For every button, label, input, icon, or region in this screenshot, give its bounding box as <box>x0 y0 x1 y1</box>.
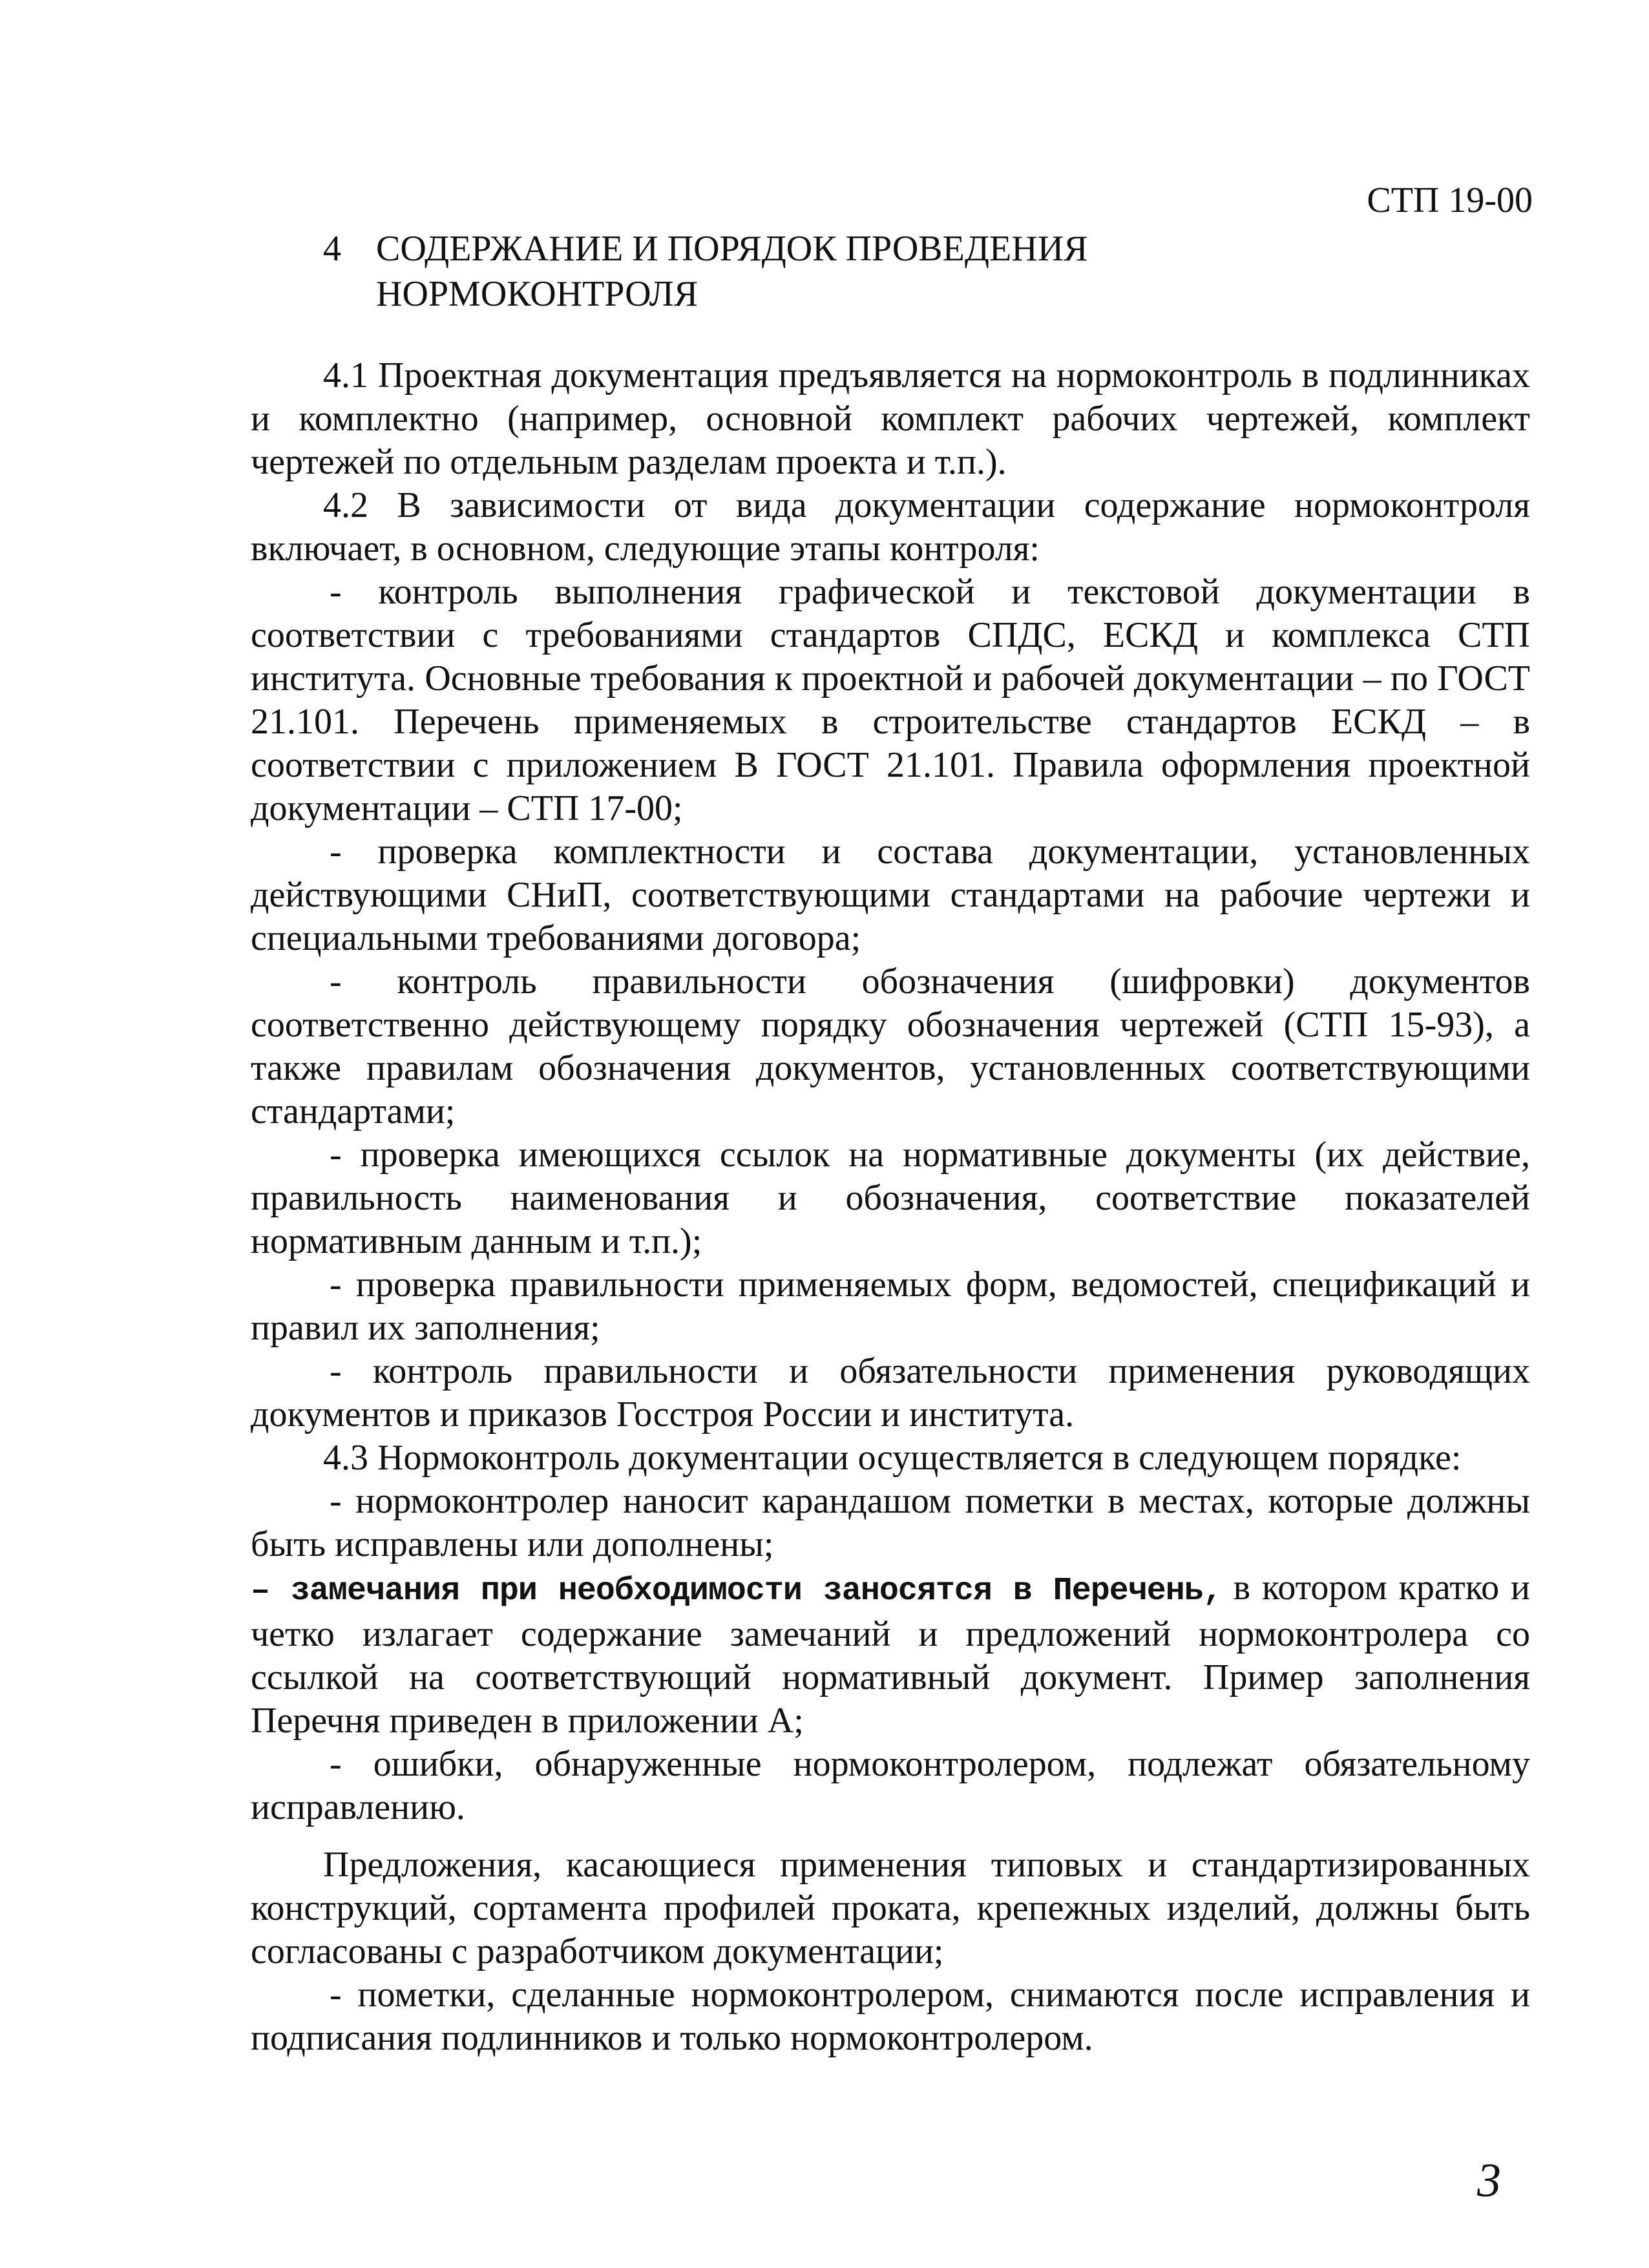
typed-insert: – замечания при необходимости заносятся в Перечень, <box>251 1573 1222 1610</box>
typed-insert-item <box>251 1566 1530 1743</box>
list-item: - контроль правильности обозначения (шифровки) документов соответственно действующему порядку обозначения чертежей (СТП 15-93), а также правилам обозначения документов, установленных соответствующими стандартами; <box>251 961 1530 1131</box>
paragraph-4-3: 4.3 Нормоконтроль документации осуществляется в следующем порядке: <box>323 1438 1462 1478</box>
section-title: СОДЕРЖАНИЕ И ПОРЯДОК ПРОВЕДЕНИЯ НОРМОКОНТРОЛЯ <box>376 229 1088 314</box>
list-item: - контроль правильности и обязательности применения руководящих документов и приказов Госстроя России и института. <box>251 1351 1530 1434</box>
list-item: - проверка комплектности и состава документации, установленных действующими СНиП, соответствующими стандартами на рабочие чертежи и специальными требованиями договора; <box>251 832 1530 958</box>
paragraph-4-1: 4.1 Проектная документация предъявляется на нормоконтроль в подлинниках и комплектно (например, основной комплект рабочих чертежей, комплект чертежей по отдельным разделам проекта и т.п.). <box>251 355 1530 482</box>
list-item: - ошибки, обнаруженные нормоконтролером, подлежат обязательному исправлению. <box>251 1744 1530 1827</box>
list-item: - пометки, сделанные нормоконтролером, снимаются после исправления и подписания подлинников и только нормоконтролером. <box>251 1975 1530 2058</box>
list-item: - проверка имеющихся ссылок на нормативные документы (их действие, правильность наименования и обозначения, соответствие показателей нормативным данным и т.п.); <box>251 1135 1530 1261</box>
list-item: - проверка правильности применяемых форм, ведомостей, спецификаций и правил их заполнения; <box>251 1265 1530 1348</box>
list-item: - контроль выполнения графической и текстовой документации в соответствии с требованиями стандартов СПДС, ЕСКД и комплекса СТП института. Основные требования к проектной и рабочей документации – по ГОСТ 21.101. Перечень применяемых в строительстве стандартов ЕСКД – в соответствии с приложением В ГОСТ 21.101. Правила оформления проектной документации – СТП 17-00; <box>251 572 1530 828</box>
document-code: СТП 19-00 <box>1367 180 1533 220</box>
section-number: 4 <box>323 229 341 269</box>
page-number: 3 <box>1477 2154 1501 2207</box>
proposals-paragraph: Предложения, касающиеся применения типовых и стандартизированных конструкций, сортамента профилей проката, крепежных изделий, должны быть согласованы с разработчиком документации; <box>251 1845 1530 1971</box>
body-text <box>251 354 1530 2060</box>
section-heading <box>323 226 1228 317</box>
insert-continuation: в котором кратко и четко излагает содержание замечаний и предложений нормоконтролера со ссылкой на соответствующий нормативный документ. Пример заполнения Перечня приведен в приложении А; <box>251 1568 1531 1741</box>
list-item: - нормоконтролер наносит карандашом пометки в местах, которые должны быть исправлены или дополнены; <box>251 1481 1530 1564</box>
paragraph-4-2: 4.2 В зависимости от вида документации содержание нормоконтроля включает, в основном, следующие этапы контроля: <box>251 485 1530 569</box>
